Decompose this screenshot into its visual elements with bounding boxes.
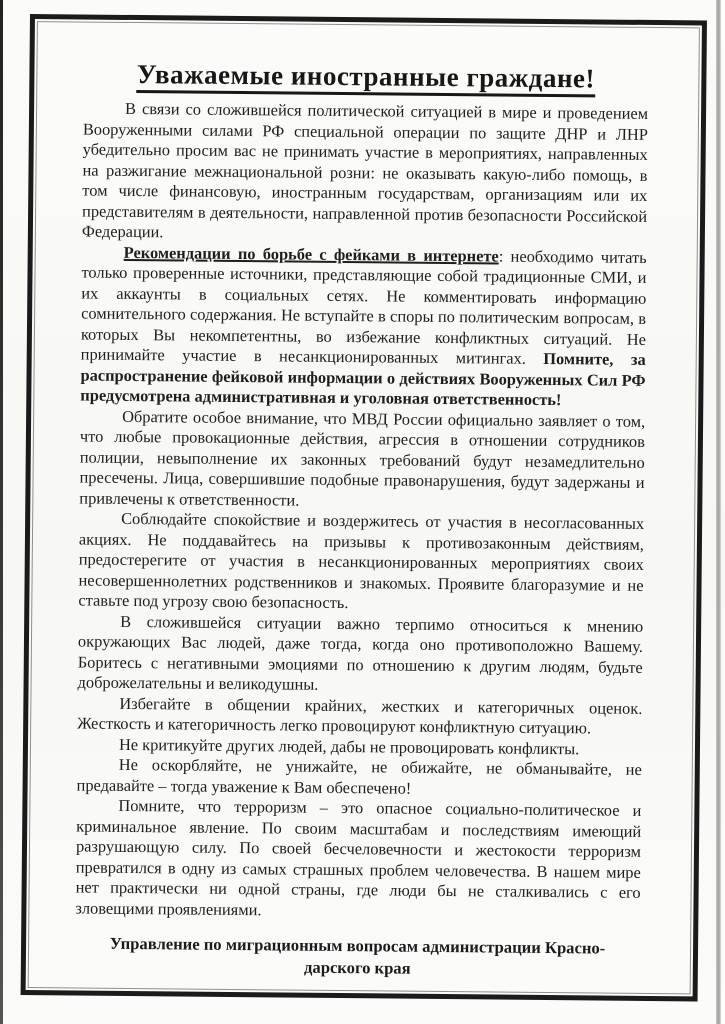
text-run: Обратите особое внимание, что МВД России официально заявляет о том, что любые провокационные действия, агрессия в отношении сотрудников полиции, невыполнение их законных требований будут незамедлительно пресечены. Лица, совершившие подобные правонарушения, будут задержаны и привлечены к ответственности. [79, 406, 646, 510]
text-run: В связи со сложившейся политической ситуацией в мире и проведением Вооруженными силами РФ специальной операции по защите ДНР и ЛНР убедительно просим вас не принимать участие в мероприятиях, направленных на разжигание межнациональной розни: не оказывать какую-либо помощь, в том числе финансовую, иностранным государствам, организациям или их представителям в деятельности, направленной против безопасности Российской Федерации. [81, 98, 649, 242]
page-title-text: Уважаемые иностранные граждане! [137, 59, 595, 97]
signature-line-1: Управление по миграционным вопросам администрации Красно- [109, 933, 606, 958]
paragraph-respect [77, 754, 642, 800]
paragraph-tolerance [77, 611, 643, 698]
text-run: Помните, за распространение фейковой информации о действиях Вооруженных Сил РФ предусмотрена административная и уголовная ответственность! [80, 348, 646, 410]
paragraph-mvd-warning [79, 406, 645, 514]
text-run: Не оскорбляйте, не унижайте, не обижайте, не обманывайте, не предавайте – тогда уважение к Вам обеспечено! [76, 754, 642, 798]
paragraph-terrorism [75, 795, 641, 923]
paragraph-avoid-harsh-judgement [77, 693, 642, 739]
signature-line-2: дарского края [303, 957, 411, 978]
page-title [83, 59, 648, 95]
paragraph-keep-calm [78, 508, 644, 616]
document-frame [21, 14, 707, 1001]
text-run: Избегайте в общении крайних, жестких и категоричных оценок. Жесткость и категоричность легко провоцируют конфликтную ситуацию. [77, 693, 643, 738]
text-run: Соблюдайте спокойствие и воздержитесь от участия в несогласованных акциях. Не поддавайтесь на призывы к противозаконным действиям, предостерегите от участия в несанкционированных мероприятиях своих несовершеннолетних родственников и знакомых. Проявите благоразумие и не ставьте под угрозу свою безопасность. [78, 508, 645, 613]
scan-edge-left [0, 0, 3, 1024]
text-run: Не критикуйте других людей, дабы не провоцировать конфликты. [118, 734, 580, 758]
text-run: : необходимо читать только проверенные источники, представляющие собой традиционные СМИ, и их аккаунты в социальных сетях. Не комментировать информацию сомнительного содержания. Не вступайте в споры по политическим вопросам, в которых Вы некомпетентны, во избежание конфликтных ситуаций. Не принимайте участие в несанкционированных митингах. [80, 246, 647, 368]
document-frame-inner [28, 21, 700, 994]
text-run: Помните, что терроризм – это опасное социально-политическое и криминальное явление. По своим масштабам и последствиям имеющий разрушающую силу. По своей бесчеловечности и жестокости терроризм превратился в одну из самых страшных проблем человечества. В нашем мире нет практически ни одной страны, где люди бы не сталкивались с его зловещими проявлениями. [75, 795, 642, 919]
text-run: В сложившейся ситуации важно терпимо относиться к мнению окружающих Вас людей, даже тогда, когда оно противоположно Вашему. Боритесь с негативными эмоциями по отношению к другим людям, будьте доброжелательны и великодушны. [77, 611, 644, 694]
signature-block [75, 932, 640, 980]
text-run: Рекомендации по борьбе с фейками в интернете [123, 242, 499, 266]
scan-edge-right [716, 0, 721, 1024]
paragraph-fake-news-recommendations [80, 242, 647, 411]
paragraph-intro [82, 99, 648, 248]
